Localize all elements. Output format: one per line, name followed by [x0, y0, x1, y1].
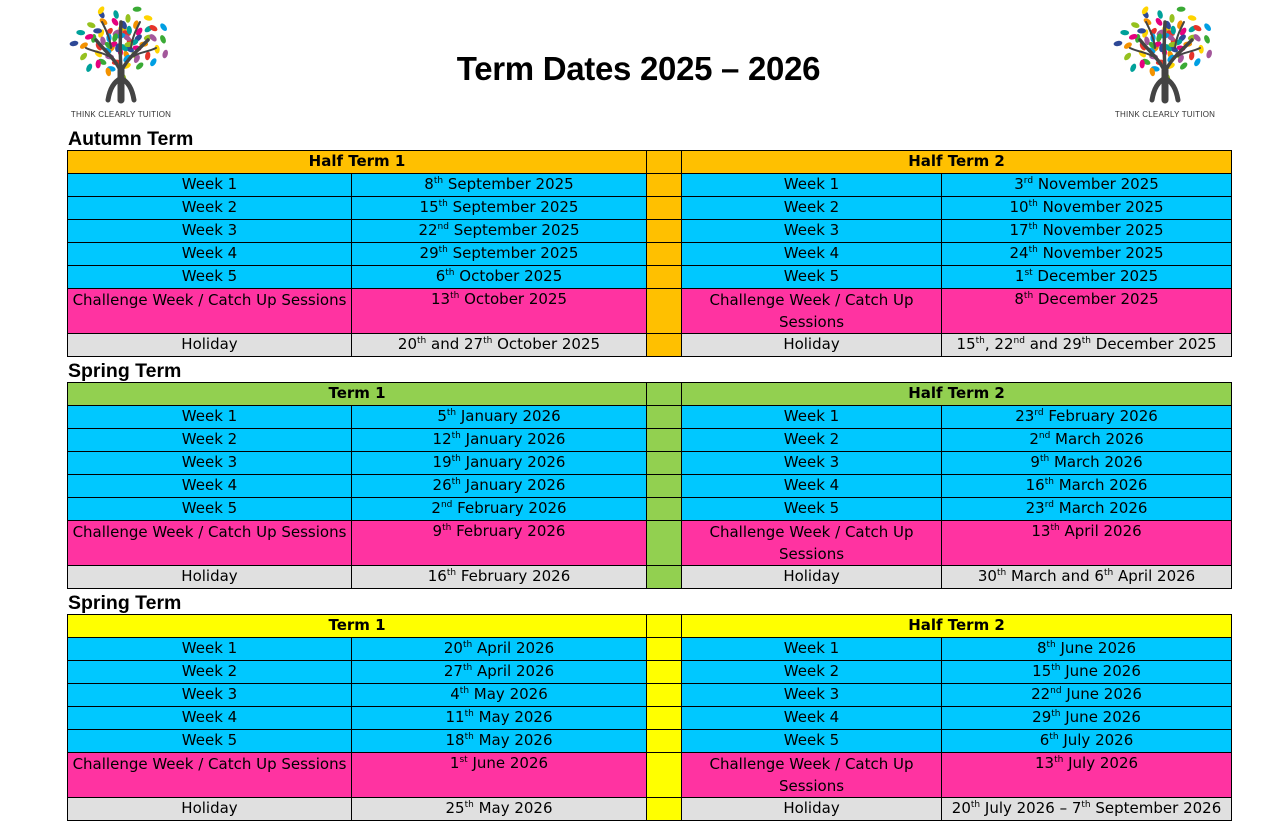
- week-date: 9th March 2026: [942, 452, 1232, 475]
- week-date: 15th, 22nd and 29th December 2025: [942, 334, 1232, 357]
- gap-cell: [647, 498, 682, 521]
- week-date: 8th September 2025: [352, 174, 647, 197]
- week-date: 19th January 2026: [352, 452, 647, 475]
- table-row: [68, 174, 1232, 197]
- table-row: [68, 638, 1232, 661]
- week-date: 2nd February 2026: [352, 498, 647, 521]
- week-label: Week 3: [682, 220, 942, 243]
- week-label: Holiday: [68, 566, 352, 589]
- gap-cell: [647, 615, 682, 638]
- week-label: Week 3: [68, 684, 352, 707]
- week-label: Week 2: [68, 429, 352, 452]
- gap-cell: [647, 289, 682, 334]
- week-date: 2nd March 2026: [942, 429, 1232, 452]
- right-header: Half Term 2: [682, 383, 1232, 406]
- week-date: 18th May 2026: [352, 730, 647, 753]
- gap-cell: [647, 753, 682, 798]
- week-label: Week 4: [682, 475, 942, 498]
- week-date: 20th April 2026: [352, 638, 647, 661]
- week-label: Week 2: [68, 197, 352, 220]
- week-label: Week 2: [682, 429, 942, 452]
- week-label: Week 2: [682, 197, 942, 220]
- week-label: Week 3: [682, 452, 942, 475]
- gap-cell: [647, 266, 682, 289]
- week-date: 22nd June 2026: [942, 684, 1232, 707]
- table-row: [68, 220, 1232, 243]
- week-label: Week 5: [682, 498, 942, 521]
- gap-cell: [647, 429, 682, 452]
- week-label: Challenge Week / Catch Up Sessions: [68, 521, 352, 566]
- table-row: [68, 243, 1232, 266]
- table-row: [68, 429, 1232, 452]
- table-row: [68, 566, 1232, 589]
- week-label: Holiday: [68, 798, 352, 821]
- week-date: 30th March and 6th April 2026: [942, 566, 1232, 589]
- week-date: 15th June 2026: [942, 661, 1232, 684]
- table-row: [68, 521, 1232, 566]
- week-date: 20th July 2026 – 7th September 2026: [942, 798, 1232, 821]
- left-header: Term 1: [68, 383, 647, 406]
- table-row: [68, 406, 1232, 429]
- week-date: 13th July 2026: [942, 753, 1232, 798]
- gap-cell: [647, 730, 682, 753]
- week-label: Week 4: [68, 243, 352, 266]
- week-date: 1st December 2025: [942, 266, 1232, 289]
- week-date: 29th June 2026: [942, 707, 1232, 730]
- week-label: Week 5: [68, 266, 352, 289]
- week-date: 17th November 2025: [942, 220, 1232, 243]
- table-row: [68, 197, 1232, 220]
- week-label: Challenge Week / Catch Up Sessions: [68, 753, 352, 798]
- week-date: 29th September 2025: [352, 243, 647, 266]
- week-date: 25th May 2026: [352, 798, 647, 821]
- week-label: Challenge Week / Catch Up Sessions: [682, 753, 942, 798]
- page-title: Term Dates 2025 – 2026: [456, 50, 821, 87]
- week-label: Week 1: [68, 174, 352, 197]
- right-header: Half Term 2: [682, 615, 1232, 638]
- week-label: Challenge Week / Catch Up Sessions: [682, 289, 942, 334]
- table-row: [68, 266, 1232, 289]
- week-date: 8th December 2025: [942, 289, 1232, 334]
- week-label: Holiday: [68, 334, 352, 357]
- gap-cell: [647, 661, 682, 684]
- week-label: Week 3: [68, 452, 352, 475]
- term-heading: Autumn Term: [68, 128, 194, 150]
- week-date: 5th January 2026: [352, 406, 647, 429]
- week-date: 16th March 2026: [942, 475, 1232, 498]
- term-header-row: [68, 383, 1232, 406]
- week-date: 23rd March 2026: [942, 498, 1232, 521]
- left-header: Term 1: [68, 615, 647, 638]
- term-heading: Spring Term: [68, 360, 182, 382]
- week-date: 23rd February 2026: [942, 406, 1232, 429]
- right-header: Half Term 2: [682, 151, 1232, 174]
- week-date: 15th September 2025: [352, 197, 647, 220]
- week-label: Week 2: [682, 661, 942, 684]
- week-date: 26th January 2026: [352, 475, 647, 498]
- week-label: Week 3: [682, 684, 942, 707]
- gap-cell: [647, 521, 682, 566]
- gap-cell: [647, 151, 682, 174]
- table-row: [68, 730, 1232, 753]
- gap-cell: [647, 684, 682, 707]
- week-date: 1st June 2026: [352, 753, 647, 798]
- gap-cell: [647, 638, 682, 661]
- gap-cell: [647, 334, 682, 357]
- logo-caption: THINK CLEARLY TUITION: [1114, 110, 1216, 119]
- table-row: [68, 475, 1232, 498]
- week-date: 16th February 2026: [352, 566, 647, 589]
- gap-cell: [647, 220, 682, 243]
- table-row: [68, 498, 1232, 521]
- gap-cell: [647, 406, 682, 429]
- week-label: Holiday: [682, 334, 942, 357]
- week-date: 13th April 2026: [942, 521, 1232, 566]
- week-label: Week 4: [68, 707, 352, 730]
- week-date: 12th January 2026: [352, 429, 647, 452]
- week-label: Holiday: [682, 798, 942, 821]
- gap-cell: [647, 174, 682, 197]
- gap-cell: [647, 452, 682, 475]
- week-label: Week 5: [68, 498, 352, 521]
- week-label: Holiday: [682, 566, 942, 589]
- week-label: Week 5: [682, 266, 942, 289]
- week-label: Week 4: [68, 475, 352, 498]
- week-date: 4th May 2026: [352, 684, 647, 707]
- week-date: 3rd November 2025: [942, 174, 1232, 197]
- table-row: [68, 753, 1232, 798]
- logo-caption: THINK CLEARLY TUITION: [70, 110, 172, 119]
- term-heading: Spring Term: [68, 592, 182, 614]
- gap-cell: [647, 707, 682, 730]
- table-row: [68, 289, 1232, 334]
- week-label: Week 2: [68, 661, 352, 684]
- week-label: Week 5: [68, 730, 352, 753]
- week-date: 13th October 2025: [352, 289, 647, 334]
- week-label: Week 4: [682, 243, 942, 266]
- table-row: [68, 684, 1232, 707]
- week-label: Week 4: [682, 707, 942, 730]
- table-row: [68, 798, 1232, 821]
- week-label: Week 1: [682, 174, 942, 197]
- week-label: Week 1: [682, 406, 942, 429]
- term-table: [67, 382, 1232, 589]
- gap-cell: [647, 566, 682, 589]
- table-row: [68, 452, 1232, 475]
- term-header-row: [68, 151, 1232, 174]
- table-row: [68, 661, 1232, 684]
- gap-cell: [647, 243, 682, 266]
- table-row: [68, 707, 1232, 730]
- week-date: 11th May 2026: [352, 707, 647, 730]
- week-label: Week 1: [682, 638, 942, 661]
- week-label: Week 5: [682, 730, 942, 753]
- gap-cell: [647, 798, 682, 821]
- week-date: 6th October 2025: [352, 266, 647, 289]
- week-date: 6th July 2026: [942, 730, 1232, 753]
- week-date: 24th November 2025: [942, 243, 1232, 266]
- table-row: [68, 334, 1232, 357]
- week-date: 20th and 27th October 2025: [352, 334, 647, 357]
- gap-cell: [647, 475, 682, 498]
- week-date: 8th June 2026: [942, 638, 1232, 661]
- week-date: 10th November 2025: [942, 197, 1232, 220]
- week-label: Challenge Week / Catch Up Sessions: [68, 289, 352, 334]
- term-table: [67, 150, 1232, 357]
- week-date: 27th April 2026: [352, 661, 647, 684]
- left-header: Half Term 1: [68, 151, 647, 174]
- week-label: Week 1: [68, 638, 352, 661]
- week-date: 22nd September 2025: [352, 220, 647, 243]
- week-label: Week 3: [68, 220, 352, 243]
- gap-cell: [647, 383, 682, 406]
- term-header-row: [68, 615, 1232, 638]
- week-label: Challenge Week / Catch Up Sessions: [682, 521, 942, 566]
- gap-cell: [647, 197, 682, 220]
- week-date: 9th February 2026: [352, 521, 647, 566]
- week-label: Week 1: [68, 406, 352, 429]
- term-table: [67, 614, 1232, 821]
